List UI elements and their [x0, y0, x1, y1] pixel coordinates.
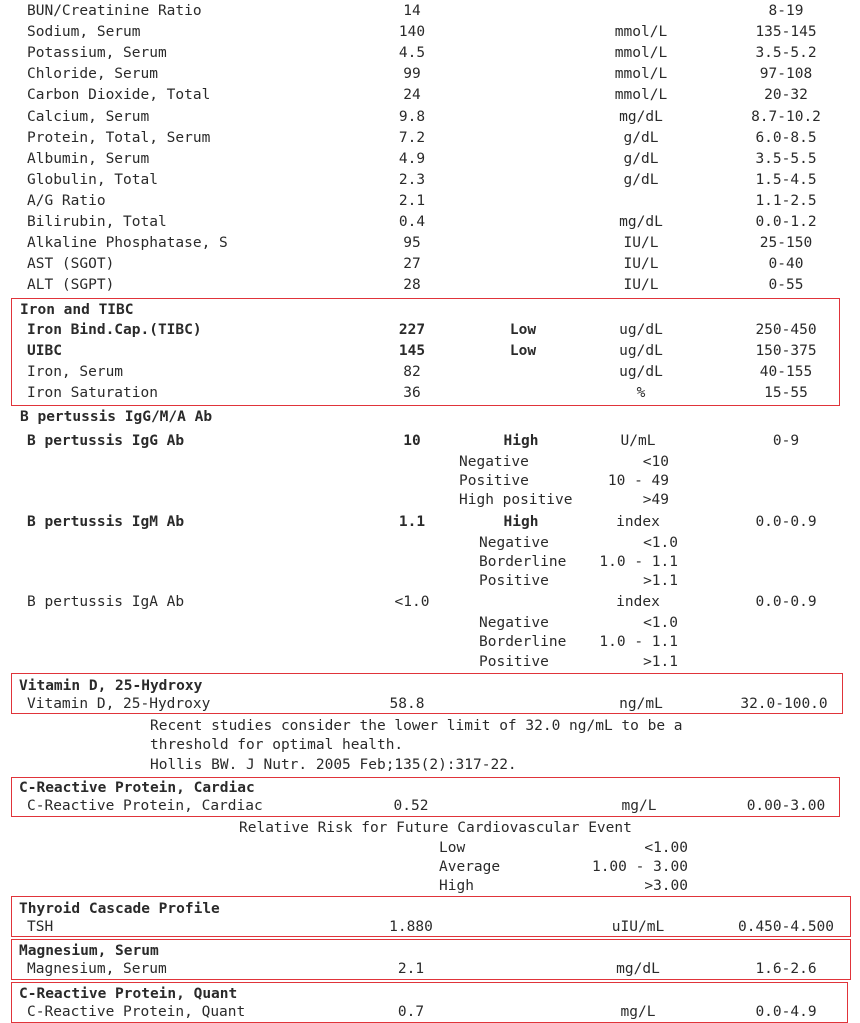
result-row-6-range: 6.0-8.5: [755, 129, 817, 146]
igg-ref-label-1: Positive: [459, 473, 529, 489]
igm-ref-value-0: <1.0: [643, 535, 678, 551]
result-row-13-units: IU/L: [623, 277, 659, 294]
magnesium-range: 1.6-2.6: [755, 961, 817, 977]
highlight-box-vitamin-d: [11, 673, 843, 714]
result-row-5-range: 8.7-10.2: [751, 108, 821, 125]
iga-range: 0.0-0.9: [755, 594, 817, 610]
result-row-7-value: 4.9: [398, 150, 426, 167]
iron-row-0-name: Iron Bind.Cap.(TIBC): [27, 322, 202, 338]
result-row-4-range: 20-32: [764, 87, 808, 104]
crp-quant-range: 0.0-4.9: [755, 1004, 817, 1020]
iron-row-3-range: 15-55: [764, 385, 808, 401]
result-row-4-units: mmol/L: [614, 87, 668, 104]
igg-ref-label-0: Negative: [459, 454, 529, 470]
result-row-6-units: g/dL: [623, 129, 659, 146]
igm-ref-value-2: >1.1: [643, 573, 678, 589]
iga-ref-label-2: Positive: [479, 654, 549, 670]
risk-title: Relative Risk for Future Cardiovascular Event: [239, 820, 632, 836]
crp-quant-value: 0.7: [397, 1004, 425, 1020]
risk-label-2: High: [439, 878, 474, 894]
iron-row-1-units: ug/dL: [619, 343, 663, 359]
section-header-vitamin-d: Vitamin D, 25-Hydroxy: [19, 678, 203, 694]
result-row-0-value: 14: [403, 3, 421, 19]
tsh-range: 0.450-4.500: [737, 919, 835, 935]
iga-ref-value-2: >1.1: [643, 654, 678, 670]
vitd-name: Vitamin D, 25-Hydroxy: [27, 696, 211, 712]
igm-value: 1.1: [398, 514, 426, 530]
vitd-units: ng/mL: [619, 696, 663, 712]
iga-name: B pertussis IgA Ab: [27, 594, 185, 610]
igg-ref-value-1: 10 - 49: [607, 473, 669, 489]
result-row-2-name: Potassium, Serum: [27, 45, 167, 62]
section-header-crp-cardiac: C-Reactive Protein, Cardiac: [19, 780, 255, 796]
result-row-3-value: 99: [403, 66, 421, 83]
result-row-12-range: 0-40: [768, 256, 804, 273]
result-row-12-units: IU/L: [623, 256, 659, 273]
result-row-11-units: IU/L: [623, 235, 659, 252]
igm-flag: High: [503, 514, 539, 530]
igg-flag: High: [503, 433, 539, 449]
result-row-13-range: 0-55: [768, 277, 804, 294]
result-row-0-range: 8-19: [768, 3, 804, 19]
iga-ref-label-1: Borderline: [479, 634, 567, 650]
section-header-crp-quant: C-Reactive Protein, Quant: [19, 986, 238, 1002]
highlight-box-thyroid: [11, 896, 851, 937]
iron-row-2-range: 40-155: [759, 364, 813, 380]
igm-ref-label-1: Borderline: [479, 554, 567, 570]
result-row-5-units: mg/dL: [619, 108, 663, 125]
magnesium-name: Magnesium, Serum: [27, 961, 167, 977]
crp-cardiac-units: mg/L: [621, 798, 657, 814]
iron-row-3-name: Iron Saturation: [27, 385, 158, 401]
result-row-1-value: 140: [398, 24, 426, 41]
iga-ref-label-0: Negative: [479, 615, 549, 631]
igg-value: 10: [403, 433, 421, 449]
result-row-8-units: g/dL: [623, 171, 659, 188]
result-row-4-value: 24: [403, 87, 421, 104]
tsh-name: TSH: [27, 919, 54, 935]
result-row-12-value: 27: [403, 256, 421, 273]
risk-value-1: 1.00 - 3.00: [591, 859, 688, 875]
magnesium-value: 2.1: [397, 961, 425, 977]
iron-row-2-value: 82: [403, 364, 421, 380]
tsh-value: 1.880: [389, 919, 433, 935]
result-row-9-range: 1.1-2.5: [755, 192, 817, 209]
result-row-11-value: 95: [403, 235, 421, 252]
igm-ref-label-2: Positive: [479, 573, 549, 589]
igm-ref-label-0: Negative: [479, 535, 549, 551]
result-row-10-range: 0.0-1.2: [755, 214, 817, 230]
vitd-note-0: Recent studies consider the lower limit of 32.0 ng/mL to be a: [150, 718, 683, 734]
iron-row-1-name: UIBC: [27, 343, 62, 359]
crp-quant-units: mg/L: [620, 1004, 656, 1020]
risk-value-0: <1.00: [644, 840, 688, 856]
iron-row-0-units: ug/dL: [619, 322, 663, 338]
section-header-iron: Iron and TIBC: [20, 302, 134, 318]
result-row-10-value: 0.4: [398, 214, 426, 230]
result-row-5-value: 9.8: [398, 108, 426, 125]
result-row-3-units: mmol/L: [614, 66, 668, 83]
iga-units: index: [616, 594, 660, 610]
result-row-11-range: 25-150: [759, 235, 813, 252]
igg-ref-value-0: <10: [642, 454, 669, 470]
igm-range: 0.0-0.9: [755, 514, 817, 530]
igm-units: index: [616, 514, 660, 530]
result-row-6-name: Protein, Total, Serum: [27, 129, 211, 146]
result-row-7-units: g/dL: [623, 150, 659, 167]
result-row-0-name: BUN/Creatinine Ratio: [27, 3, 202, 19]
result-row-8-range: 1.5-4.5: [755, 171, 817, 188]
iron-row-1-flag: Low: [509, 343, 537, 359]
iga-ref-value-1: 1.0 - 1.1: [599, 634, 678, 650]
result-row-10-name: Bilirubin, Total: [27, 214, 167, 230]
result-row-8-name: Globulin, Total: [27, 171, 158, 188]
result-row-2-value: 4.5: [398, 45, 426, 62]
result-row-5-name: Calcium, Serum: [27, 108, 150, 125]
result-row-1-units: mmol/L: [614, 24, 668, 41]
iga-ref-value-0: <1.0: [643, 615, 678, 631]
igg-name: B pertussis IgG Ab: [27, 433, 185, 449]
iron-row-1-value: 145: [398, 343, 426, 359]
risk-label-1: Average: [439, 859, 501, 875]
result-row-7-name: Albumin, Serum: [27, 150, 150, 167]
section-header-thyroid: Thyroid Cascade Profile: [19, 901, 220, 917]
result-row-11-name: Alkaline Phosphatase, S: [27, 235, 228, 252]
highlight-box-iron: [11, 298, 840, 406]
iron-row-0-range: 250-450: [755, 322, 817, 338]
vitd-range: 32.0-100.0: [740, 696, 828, 712]
section-header-magnesium: Magnesium, Serum: [19, 943, 159, 959]
result-row-9-name: A/G Ratio: [27, 192, 106, 209]
igm-name: B pertussis IgM Ab: [27, 514, 185, 530]
result-row-3-name: Chloride, Serum: [27, 66, 158, 83]
result-row-13-name: ALT (SGPT): [27, 277, 115, 294]
iron-row-0-value: 227: [398, 322, 426, 338]
vitd-note-1: threshold for optimal health.: [150, 737, 404, 753]
iron-row-2-name: Iron, Serum: [27, 364, 124, 380]
tsh-units: uIU/mL: [611, 919, 665, 935]
section-header-pertussis: B pertussis IgG/M/A Ab: [20, 409, 213, 425]
igg-range: 0-9: [772, 433, 800, 449]
magnesium-units: mg/dL: [616, 961, 660, 977]
result-row-13-value: 28: [403, 277, 421, 294]
igg-ref-value-2: >49: [642, 492, 669, 508]
vitd-note-2: Hollis BW. J Nutr. 2005 Feb;135(2):317-22.: [150, 757, 517, 773]
iron-row-2-units: ug/dL: [619, 364, 663, 380]
result-row-1-range: 135-145: [755, 24, 817, 41]
iron-row-1-range: 150-375: [755, 343, 817, 359]
vitd-value: 58.8: [389, 696, 425, 712]
result-row-1-name: Sodium, Serum: [27, 24, 141, 41]
result-row-3-range: 97-108: [759, 66, 813, 83]
result-row-10-units: mg/dL: [619, 214, 663, 230]
result-row-12-name: AST (SGOT): [27, 256, 115, 273]
iron-row-3-value: 36: [403, 385, 421, 401]
risk-value-2: >3.00: [644, 878, 688, 894]
result-row-2-units: mmol/L: [614, 45, 668, 62]
crp-cardiac-value: 0.52: [393, 798, 429, 814]
igg-ref-label-2: High positive: [459, 492, 573, 508]
igm-ref-value-1: 1.0 - 1.1: [599, 554, 678, 570]
highlight-box-crp-cardiac: [11, 777, 840, 817]
crp-quant-name: C-Reactive Protein, Quant: [27, 1004, 246, 1020]
highlight-box-magnesium: [11, 939, 851, 980]
result-row-6-value: 7.2: [398, 129, 426, 146]
iga-value: <1.0: [394, 594, 430, 610]
result-row-2-range: 3.5-5.2: [755, 45, 817, 62]
result-row-8-value: 2.3: [398, 171, 426, 188]
result-row-4-name: Carbon Dioxide, Total: [27, 87, 211, 104]
risk-label-0: Low: [439, 840, 466, 856]
crp-cardiac-range: 0.00-3.00: [746, 798, 826, 814]
iron-row-3-units: %: [636, 385, 646, 401]
igg-units: U/mL: [620, 433, 656, 449]
result-row-7-range: 3.5-5.5: [755, 150, 817, 167]
result-row-9-value: 2.1: [398, 192, 426, 209]
iron-row-0-flag: Low: [509, 322, 537, 338]
highlight-box-crp-quant: [11, 982, 848, 1023]
crp-cardiac-name: C-Reactive Protein, Cardiac: [27, 798, 263, 814]
